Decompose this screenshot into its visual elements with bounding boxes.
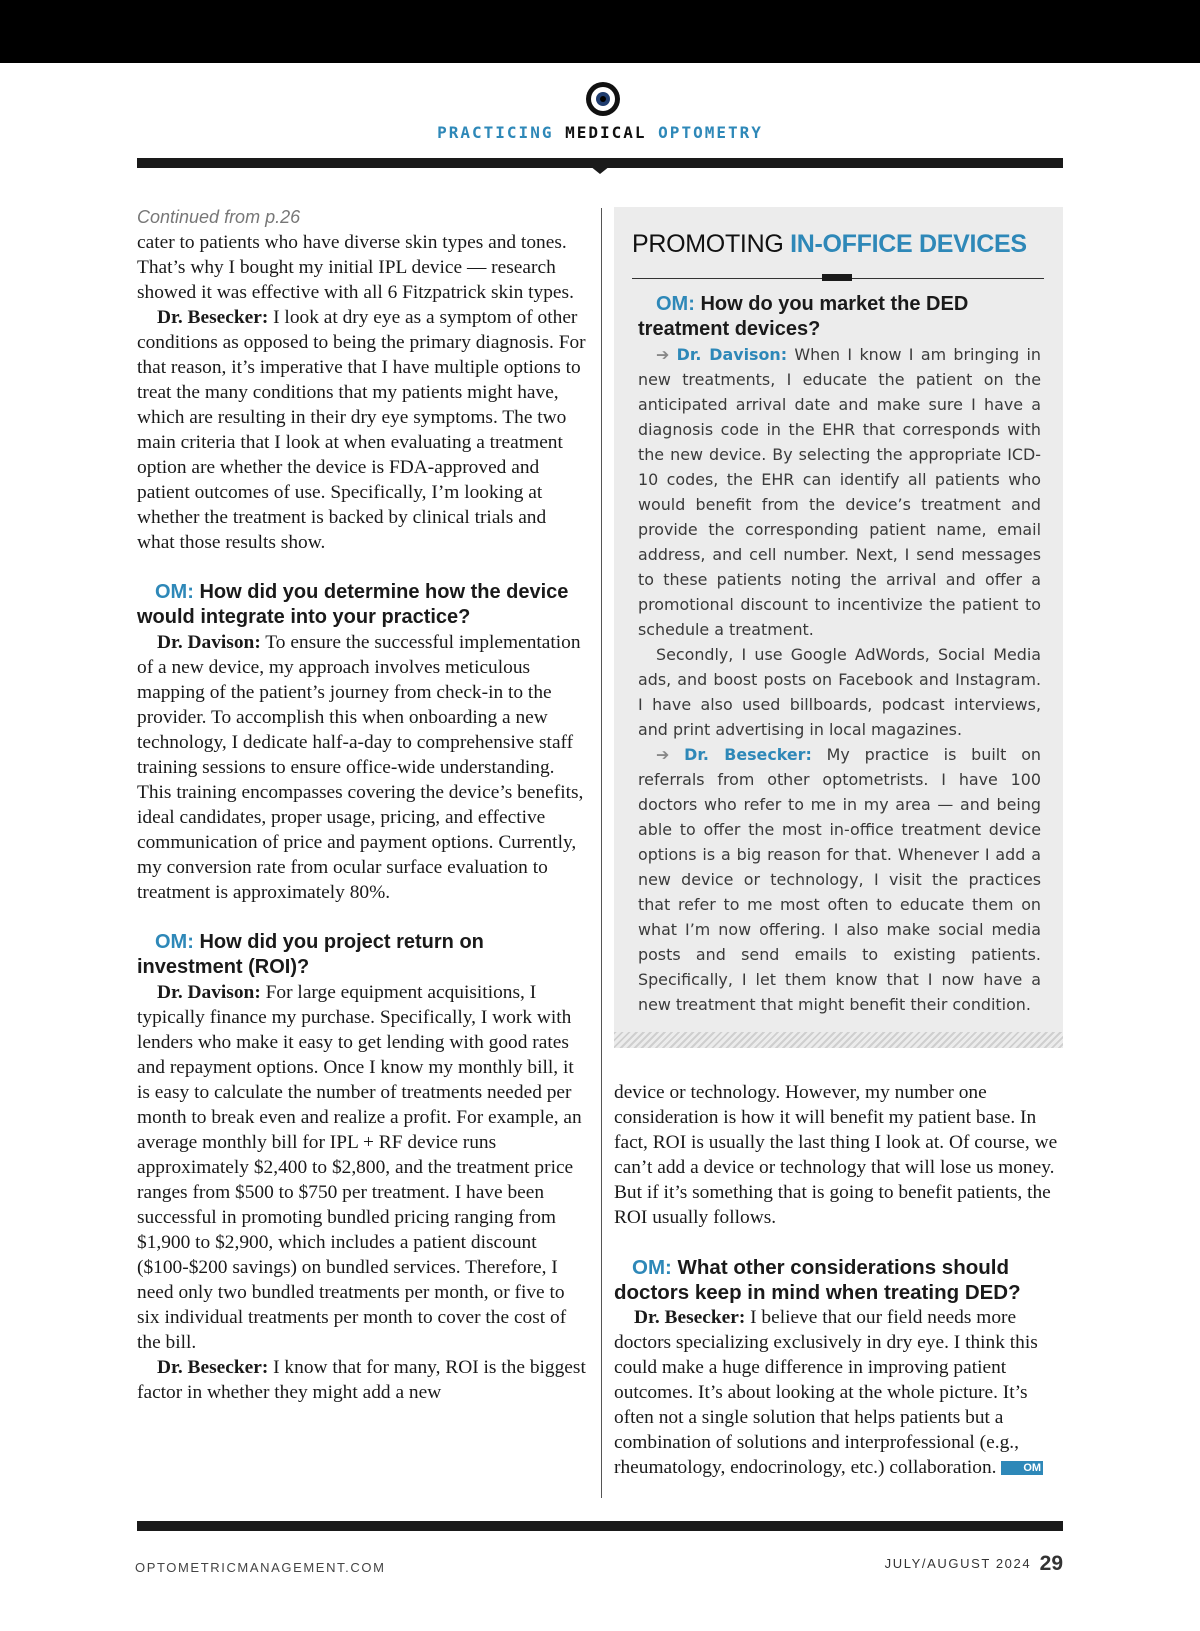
arrow-right-icon: ➔: [656, 745, 685, 764]
answer-text: When I know I am bringing in new treatments, I educate the patient on the anticipated arrival date and make sure I have a diagnosis code in the EHR that corresponds with the new device. By selecting the appropriate ICD-10 codes, the EHR can identify all patients who would benefit from the device’s treatment and provide the corresponding patient name, email address, and cell number. Next, I send messages to these patients noting the arrival and offer a promotional discount to incentivize the patient to schedule a treatment.: [638, 345, 1042, 639]
sidebar-paragraph: [638, 342, 1041, 642]
answer-text: To ensure the successful implementation of a new device, my approach involves meticulous mapping of the patient’s journey from check-in to the provider. To accomplish this when onboarding a new technology, I dedicate half-a-day to comprehensive staff training sessions to ensure office-wide understanding. This training encompasses covering the device’s benefits, ideal candidates, proper usage, pricing, and effective communication of price and payment options. Currently, my conversion rate from ocular surface evaluation to treatment is approximately 80%.: [137, 632, 584, 903]
section-label-practicing: PRACTICING: [437, 123, 554, 142]
sidebar-rule-tab: [822, 274, 852, 281]
answer-text: I believe that our field needs more doctors specializing exclusively in dry eye. I think this could make a huge difference in improving patient outcomes. It’s about looking at the whole picture. It’s often not a single solution that helps patients but a combination of solutions and interprofessional (e.g., rheumatology, endocrinology, etc.) collaboration.: [614, 1307, 1038, 1478]
answer-text: My practice is built on referrals from other optometrists. I have 100 doctors who refer to me in my area — and being able to offer the most in-office treatment device options is a big reason for that. Whenever I add a new device or technology, I visit the practices that refer to me most often to educate them on what I’m now offering. I also make social media posts and send emails to existing patients. Specifically, I let them know that I now have a new treatment that might benefit their condition.: [638, 745, 1041, 1014]
answer-text: I look at dry eye as a symptom of other conditions as opposed to being the primary diagnosis. For that reason, it’s imperative that I have multiple options to treat the many conditions that my patients might have, which are resulting in their dry eye symptoms. The two main criteria that I look at when evaluating a treatment option are whether the device is FDA-approved and patient outcomes of use. Specifically, I’m looking at whether the treatment is backed by clinical trials and what those results show.: [137, 307, 586, 553]
body-paragraph: [614, 1305, 1064, 1480]
section-label: [0, 123, 1200, 142]
section-label-medical: MEDICAL: [565, 123, 647, 142]
question-heading: [137, 930, 587, 980]
top-black-bar: [0, 0, 1200, 63]
left-column: [137, 205, 587, 1405]
sidebar-body: [638, 292, 1041, 1017]
eye-icon-pupil: [600, 96, 606, 102]
eye-icon: [586, 82, 620, 116]
continued-note: Continued from p.26: [137, 207, 301, 227]
speaker-name: Dr. Davison:: [676, 345, 788, 364]
question-heading: [137, 580, 587, 630]
sidebar-paragraph: Secondly, I use Google AdWords, Social Media ads, and boost posts on Facebook and Instagram. I have also used billboards, podcast interviews, and print advertising in local magazines.: [638, 645, 1041, 739]
footer-issue: [885, 1552, 1063, 1576]
om-label: OM:: [155, 581, 194, 603]
section-label-optometry: OPTOMETRY: [658, 123, 763, 142]
question-text: What other considerations should doctors keep in mind when treating DED?: [614, 1256, 1021, 1304]
body-paragraph: [137, 630, 587, 905]
question-text: How did you determine how the device would integrate into your practice?: [137, 581, 569, 628]
sidebar-box: [614, 207, 1063, 1048]
question-heading: [638, 292, 1041, 342]
end-of-article-badge: OM: [1001, 1461, 1043, 1475]
right-column: [614, 1080, 1064, 1480]
speaker-name: Dr. Besecker:: [634, 1307, 746, 1328]
speaker-name: Dr. Besecker:: [684, 745, 812, 764]
sidebar-title-part1: PROMOTING: [632, 230, 791, 258]
sidebar-title-part2: IN-OFFICE DEVICES: [790, 230, 1027, 258]
answer-text: I know that for many, ROI is the biggest factor in whether they might add a new: [137, 1357, 586, 1403]
answer-text: For large equipment acquisitions, I typically finance my purchase. Specifically, I work with lenders who make it easy to get lending with good rates and repayment options. Once I know my monthly bill, it is easy to calculate the number of treatments needed per month to break even and realize a profit. For example, an average monthly bill for IPL + RF device runs approximately $2,400 to $2,800, and the treatment price ranges from $500 to $750 per treatment. I have been successful in promoting bundled pricing ranging from $1,900 to $2,900, which includes a patient discount ($100-$200 savings) on bundled services. Therefore, I need only two bundled treatments per month, or five to six individual treatments per month to cover the cost of the bill.: [137, 982, 582, 1353]
sidebar-title: [632, 230, 1027, 259]
sidebar-hatch-border: [614, 1032, 1063, 1048]
body-paragraph: [137, 1355, 587, 1405]
speaker-name: Dr. Davison:: [157, 632, 261, 653]
om-label: OM:: [155, 931, 194, 953]
question-heading: [614, 1255, 1064, 1305]
column-divider: [601, 208, 602, 1498]
sidebar-paragraph: [638, 742, 1041, 1017]
body-paragraph: device or technology. However, my number one consideration is how it will benefit my patient base. In fact, ROI is usually the last thing I look at. Of course, we can’t add a device or technology that will lose us money. But if it’s something that is going to benefit patients, the ROI usually follows.: [614, 1082, 1058, 1228]
speaker-name: Dr. Besecker:: [157, 307, 269, 328]
body-paragraph: [137, 980, 587, 1355]
question-text: How did you project return on investment (ROI)?: [137, 931, 484, 978]
body-paragraph: [137, 305, 587, 555]
arrow-right-icon: ➔: [656, 345, 677, 364]
om-label: OM:: [656, 293, 695, 315]
speaker-name: Dr. Davison:: [157, 982, 261, 1003]
footer-rule: [137, 1521, 1063, 1531]
body-paragraph: cater to patients who have diverse skin types and tones. That’s why I bought my initial IPL device — research showed it was effective with all 6 Fitzpatrick skin types.: [137, 232, 574, 303]
page-number: 29: [1039, 1552, 1063, 1575]
question-text: How do you market the DED treatment devices?: [638, 293, 969, 340]
footer-site: OPTOMETRICMANAGEMENT.COM: [135, 1560, 386, 1575]
om-label: OM:: [632, 1256, 672, 1279]
speaker-name: Dr. Besecker:: [157, 1357, 269, 1378]
header-rule-notch: [590, 166, 610, 174]
footer-date: JULY/AUGUST 2024: [884, 1556, 1032, 1571]
